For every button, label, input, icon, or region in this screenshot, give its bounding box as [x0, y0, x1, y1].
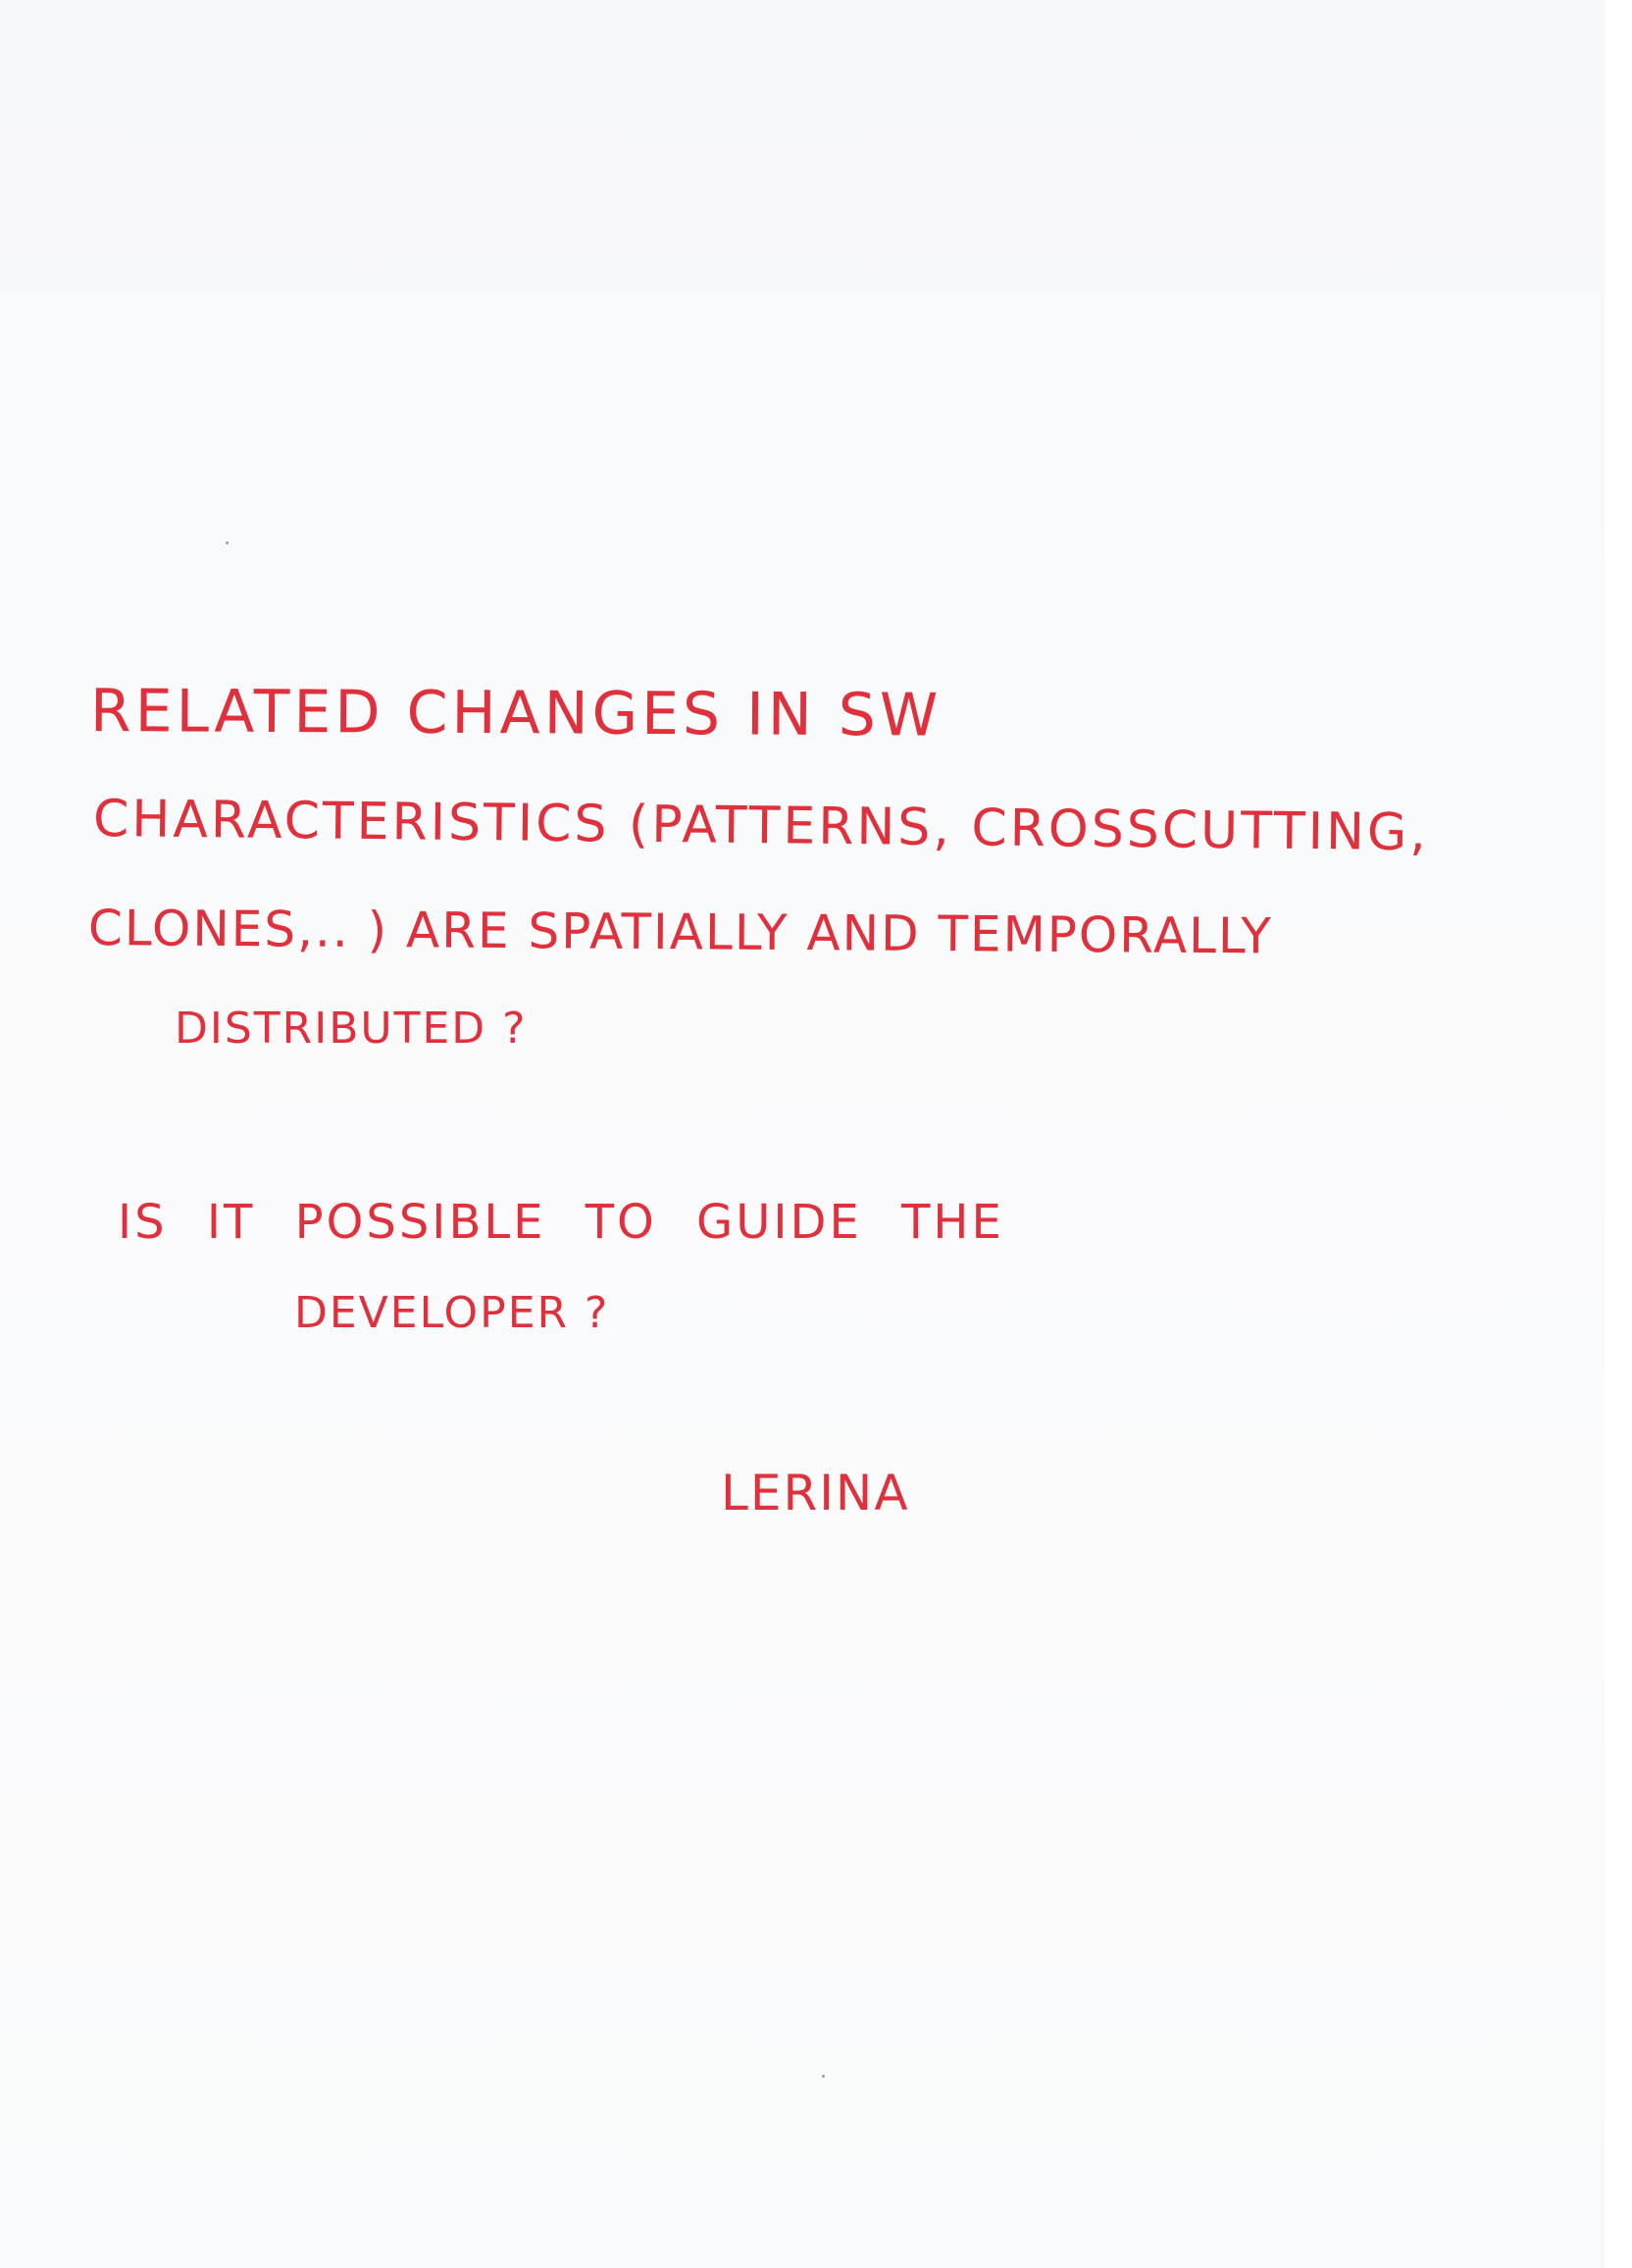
scan-speck	[822, 2075, 825, 2078]
note-line-1: RELATED CHANGES IN SW	[89, 677, 943, 750]
signature: LERINA	[721, 1465, 910, 1521]
question-line-2: DEVELOPER ?	[294, 1288, 610, 1338]
note-line-4: DISTRIBUTED ?	[175, 1004, 528, 1054]
scan-speck	[226, 541, 229, 544]
note-line-3: CLONES,.. ) ARE SPATIALLY AND TEMPORALLY	[87, 900, 1273, 965]
scan-edge	[1605, 0, 1632, 2268]
question-line-1: IS IT POSSIBLE TO GUIDE THE	[118, 1195, 1004, 1250]
note-line-2: CHARACTERISTICS (PATTERNS, CROSSCUTTING,	[92, 790, 1430, 863]
